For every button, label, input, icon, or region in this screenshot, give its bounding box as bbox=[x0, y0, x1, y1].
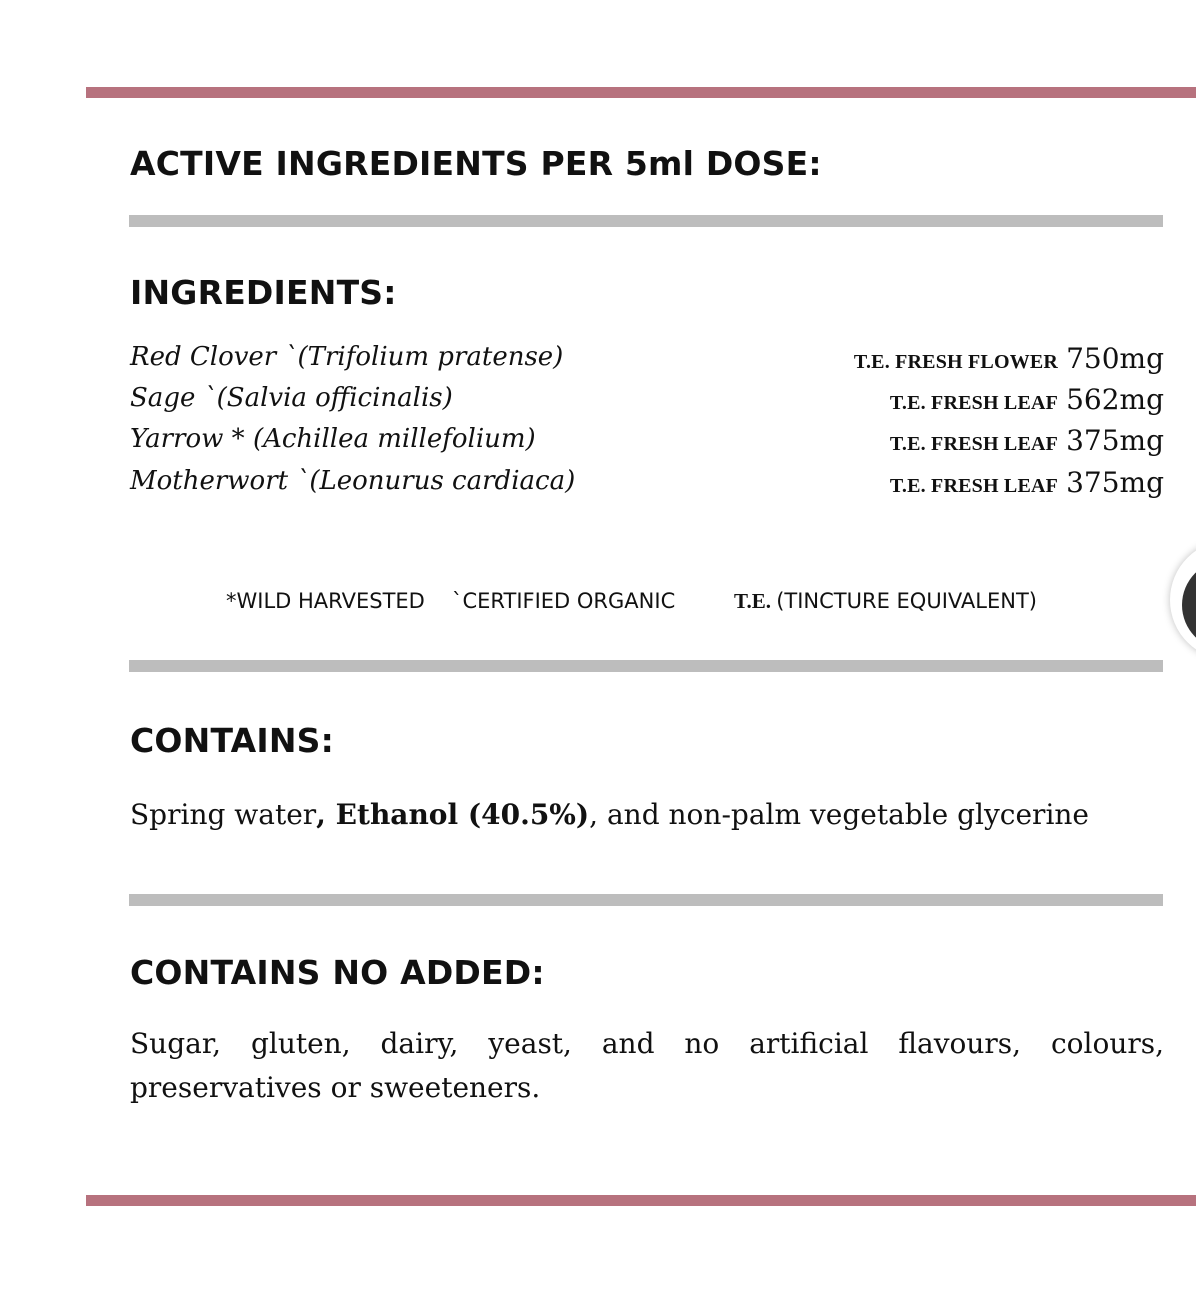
ingredient-type: T.E. FRESH FLOWER bbox=[853, 351, 1059, 373]
bottom-accent-rule bbox=[86, 1195, 1196, 1206]
ingredient-type: T.E. FRESH LEAF bbox=[889, 433, 1059, 455]
ingredient-amount: 375mg bbox=[1066, 424, 1164, 457]
ingredient-amount: 750mg bbox=[1066, 342, 1164, 375]
floating-chat-button[interactable] bbox=[1170, 540, 1196, 660]
active-ingredients-heading: ACTIVE INGREDIENTS PER 5ml DOSE: bbox=[130, 144, 822, 183]
contains-no-added-heading: CONTAINS NO ADDED: bbox=[130, 953, 545, 992]
divider-3 bbox=[129, 894, 1163, 906]
legend-te-abbr: T.E. bbox=[734, 589, 771, 613]
divider-1 bbox=[129, 215, 1163, 227]
ingredient-type: T.E. FRESH LEAF bbox=[889, 392, 1059, 414]
contains-text-start: Spring water bbox=[130, 798, 317, 831]
divider-2 bbox=[129, 660, 1163, 672]
ingredient-amount: 375mg bbox=[1066, 466, 1164, 499]
contains-text-bold: , Ethanol (40.5%) bbox=[316, 798, 590, 831]
ingredient-row-yarrow bbox=[130, 424, 1164, 464]
ingredient-amount: 562mg bbox=[1066, 383, 1164, 416]
ingredient-row-sage bbox=[130, 383, 1164, 423]
legend-certified-organic: `CERTIFIED ORGANIC bbox=[452, 589, 676, 613]
ingredients-heading: INGREDIENTS: bbox=[130, 273, 397, 312]
ingredient-type: T.E. FRESH LEAF bbox=[889, 475, 1059, 497]
ingredient-name: Sage `(Salvia officinalis) bbox=[130, 383, 453, 413]
legend-wild-harvested: *WILD HARVESTED bbox=[226, 589, 425, 613]
ingredient-row-motherwort bbox=[130, 466, 1164, 506]
top-accent-rule bbox=[86, 87, 1196, 98]
contains-text bbox=[130, 798, 1089, 831]
legend-te-desc: (TINCTURE EQUIVALENT) bbox=[776, 589, 1037, 613]
ingredient-name: Motherwort `(Leonurus cardiaca) bbox=[130, 466, 576, 496]
chat-icon bbox=[1182, 560, 1196, 650]
ingredient-row-red-clover bbox=[130, 342, 1164, 382]
legend-tincture-equivalent bbox=[734, 589, 1037, 614]
ingredient-name: Red Clover `(Trifolium pratense) bbox=[130, 342, 564, 372]
ingredient-name: Yarrow * (Achillea millefolium) bbox=[130, 424, 536, 454]
contains-text-end: , and non-palm vegetable glycerine bbox=[589, 798, 1090, 831]
contains-no-added-text: Sugar, gluten, dairy, yeast, and no artificial flavours, colours, preservatives or sweeteners. bbox=[130, 1027, 1164, 1104]
contains-heading: CONTAINS: bbox=[130, 721, 335, 760]
